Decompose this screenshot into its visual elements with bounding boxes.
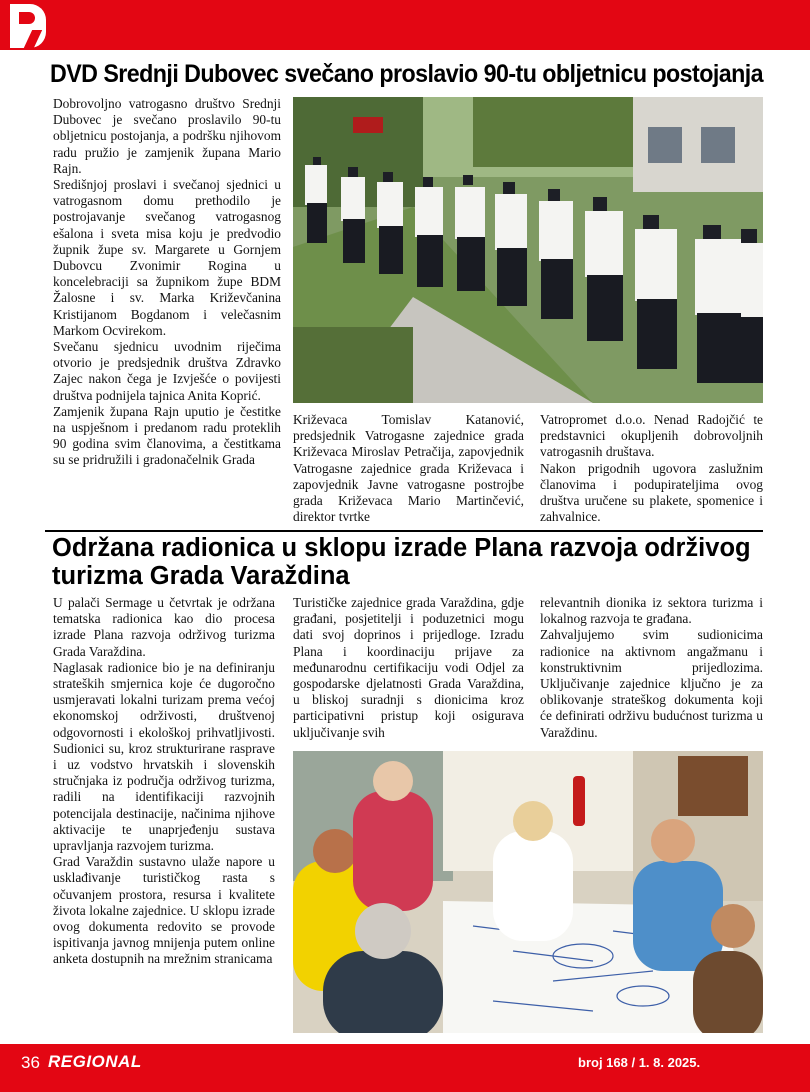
article1-column-3 <box>540 412 763 525</box>
paragraph: Središnjoj proslavi i svečanoj sjednici u vatrogasnom domu prethodilo je postrojavanje svečanog vatrogasnog ešalona i sveta misa koju je predvodio župnik župe sv. Margarete u Gornjem Dubovcu Zvonimir Rogina u koncelebraciji sa župnikom župe BDM Žalosne i sv. Marka Križevčanina Kristijanom Bogdanom i velečasnim Markom Ocvirekom. <box>53 177 281 338</box>
article1-column-2 <box>293 412 524 525</box>
brand-logo: REGIONAL <box>48 1052 142 1071</box>
article1-column-1 <box>53 96 281 469</box>
paragraph: Naglasak radionice bio je na definiranju strateških smjernica koje će dugoročno usmjeravati lokalni turizam prema većoj ekonomskoj održivosti, društvenoj odgovornosti i ekološkoj prihvatljivosti. Sudionici su, kroz strukturirane rasprave i uz vodstvo hrvatskih i slovenskih stručnjaka iz područja održivog turizma, radili na identifikaciji razvojnih potencijala destinacije, načinima njihove aktivacije te unaprjeđenju sustava upravljanja razvojem turizma. <box>53 659 275 854</box>
paragraph: Dobrovoljno vatrogasno društvo Srednji Dubovec je svečano proslavilo 90-tu obljetnicu postojanja, a podršku njihovom radu pružio je zamjenik župana Mario Rajn. <box>53 96 281 176</box>
page-number: 36 <box>21 1053 40 1072</box>
top-banner <box>0 0 810 50</box>
article2-headline: Održana radionica u sklopu izrade Plana razvoja održivog turizma Grada Varaždina <box>52 534 751 590</box>
paragraph: Zahvaljujemo svim sudionicima radionice na aktivnom angažmanu i konstruktivnim prijedlozima. Uključivanje zajednice ključno je za oblikovanje strateškog dokumenta koji će definirati održivu budućnost turizma u Varaždinu. <box>540 627 763 740</box>
paragraph: Križevaca Tomislav Katanović, predsjednik Vatrogasne zajednice grada Križevaca Miroslav Petračija, zapovjednik Vatrogasne zajednice grada Križevaca i zapovjednik Javne vatrogasne postrojbe grada Križevaca Mario Martinčević, direktor tvrtke <box>293 412 524 525</box>
regional-r-logo-icon <box>10 4 46 48</box>
article2-column-1 <box>53 595 275 968</box>
article1-headline: DVD Srednji Dubovec svečano proslavio 90-tu obljetnicu postojanja <box>50 60 764 88</box>
paragraph: U palači Sermage u četvrtak je održana tematska radionica kao dio procesa izrade Plana razvoja održivog turizma Grada Varaždina. <box>53 595 275 659</box>
paragraph: Vatropromet d.o.o. Nenad Radojčić te predstavnici okupljenih dobrovoljnih vatrogasnih društava. <box>540 412 763 460</box>
issue-info: broj 168 / 1. 8. 2025. <box>578 1055 701 1070</box>
paragraph: Grad Varaždin sustavno ulaže napore u usklađivanje turističkog rasta s očuvanjem prostora, resursa i kvalitete života lokalne zajednice. U sklopu izrade ovog dokumenta redovito se provode ispitivanja javnog mnijenja putem online anketa dostupnih na mrežnim stranicama <box>53 854 275 967</box>
firefighters-parade-photo <box>293 97 763 403</box>
paragraph: relevantnih dionika iz sektora turizma i lokalnog razvoja te građana. <box>540 595 763 627</box>
paragraph: Nakon prigodnih ugovora zaslužnim članovima i podupirateljima ovog društva uručene su plakete, spomenice i zahvalnice. <box>540 460 763 525</box>
article2-column-2 <box>293 595 524 741</box>
article2-column-3 <box>540 595 763 741</box>
paragraph: Svečanu sjednicu uvodnim riječima otvorio je predsjednik društva Zdravko Zajec nakon čega je Izvješće o povijesti društva podnijela tajnica Anita Koprić. <box>53 339 281 403</box>
paragraph: Turističke zajednice grada Varaždina, gdje građani, posjetitelji i poduzetnici mogu dati svoj doprinos i prijedloge. Izradu Plana i koordinaciju prijave za međunarodnu certifikaciju vodi Odjel za gospodarske djelatnosti Grada Varaždina, u bliskoj suradnji s dionicima kroz participativni pristup koji osigurava uključivanje svih <box>293 595 524 740</box>
article-divider <box>45 530 763 532</box>
workshop-photo <box>293 751 763 1033</box>
paragraph: Zamjenik župana Rajn uputio je čestitke na uspješnom i predanom radu proteklih 90 godina svim članovima, a čestitkama su se pridružili i gradonačelnik Grada <box>53 403 281 468</box>
